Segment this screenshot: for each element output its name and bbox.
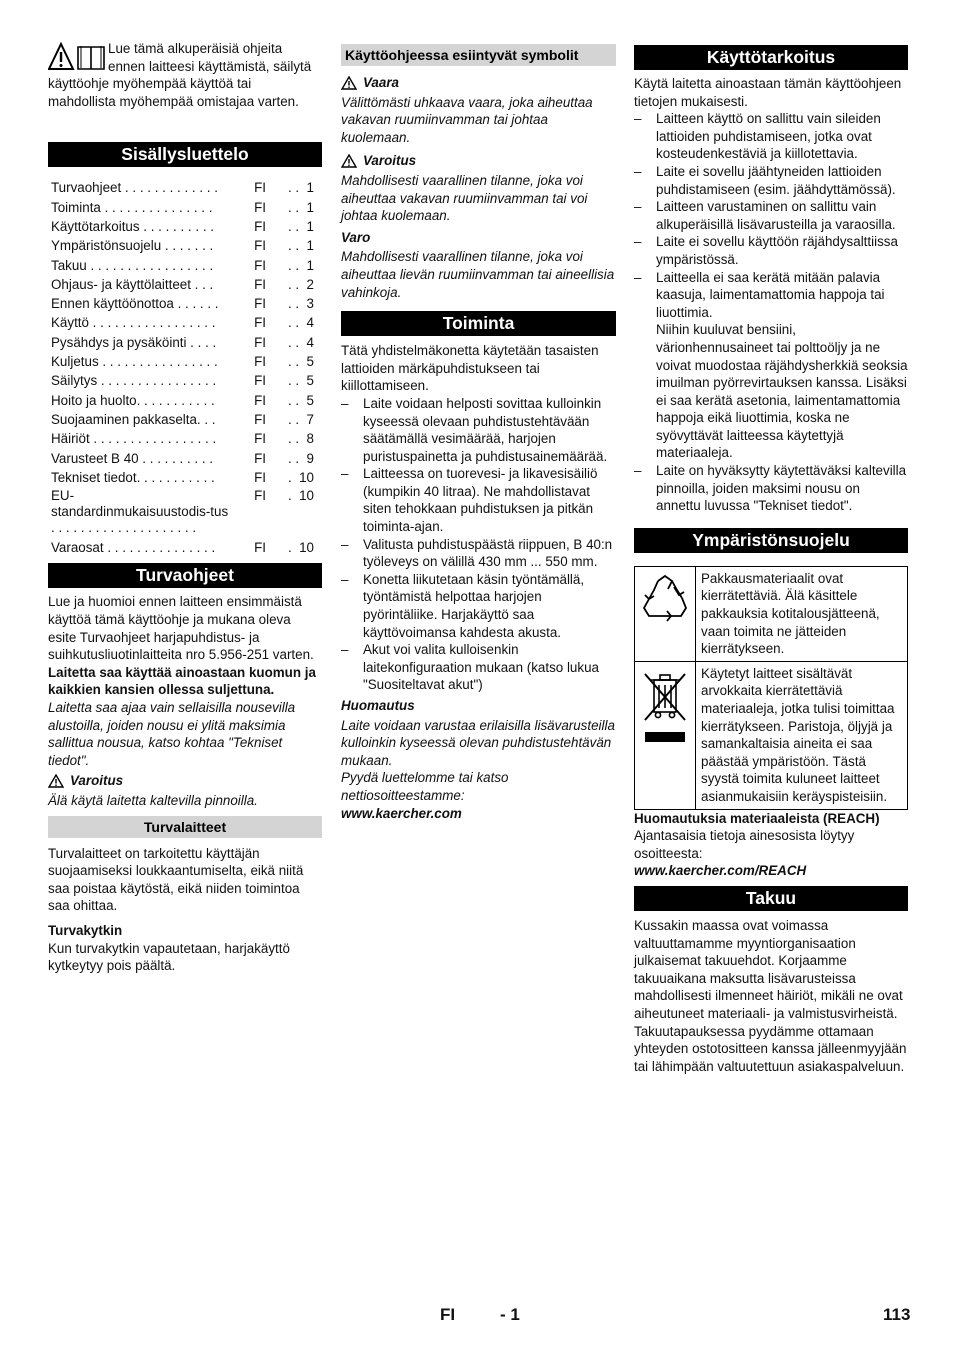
turvaohjeet-p2: Laitetta saa käyttää ainoastaan kuomun ja kaikkien kansien ollessa suljettuna. [48, 664, 316, 698]
list-item: – Laitteella ei saa kerätä mitään palavia kaasuja, laimentamattomia happoja tai liuottimia. [634, 269, 908, 322]
ymparisto-heading: Ympäristönsuojelu [634, 528, 908, 553]
toc-entry-name: Varusteet B 40 . . . . . . . . . . [51, 450, 213, 466]
footer-sub: - 1 [500, 1305, 520, 1324]
toc-entry-page: . . 1 [287, 257, 314, 273]
list-item: – Laite on hyväksytty käytettäväksi kaltevilla pinnoilla, joiden maksimi nousu on annettu luvussa "Tekniset tiedot". [634, 462, 908, 515]
toc-entry-name: Kuljetus . . . . . . . . . . . . . . . . [51, 354, 218, 370]
turvaohjeet-warning-label-row [48, 772, 322, 790]
huomautus-text: Laite voidaan varustaa erilaisilla lisävarusteilla kulloinkin kyseessä olevan puhdistustehtävän mukaan. [341, 717, 615, 768]
recycle-cell [635, 566, 696, 661]
turvakytkin-label: Turvakytkin [48, 922, 123, 938]
turvaohjeet-warning-text: Älä käytä laitetta kaltevilla pinnoilla. [48, 792, 258, 808]
toc-entry-name: Tekniset tiedot. . . . . . . . . . . [51, 469, 215, 485]
toc-entry[interactable] [48, 313, 322, 332]
toc-entry-name: Käyttö . . . . . . . . . . . . . . . . . [51, 315, 216, 331]
kayttotarkoitus-list [634, 110, 908, 321]
weee-text: Käytetyt laitteet sisältävät arvokkaita kierrätettäviä materiaaleja, jotka tulisi toimittaa kierrätykseen. Paristoja, öljyjä ja samankaltaisia aineita ei saa päästää ympäristöön. Tästä syystä toimita kuluneet laitteet asianmukaisiin keräyspisteisiin. [696, 661, 908, 809]
toc-entry-page: . . 5 [287, 373, 314, 389]
recycle-icon [639, 573, 691, 627]
huomautus-text2: Pyydä luettelomme tai katso nettiosoitteestamme: [341, 770, 509, 803]
list-item: – Laite ei sovellu käyttöön räjähdysalttiissa ympäristössä. [634, 233, 908, 268]
toc-entry-page: . 10 [287, 488, 314, 504]
toc-entry-name: EU-standardinmukaisuustodis-tus . . . . . . . . . . . . . . . . . . . . [51, 488, 229, 536]
list-item: – Laitteen käyttö on sallittu vain sileiden lattioiden puhdistamiseen, jotka ovat kosteudenkestäviä ja kiillotettavia. [634, 110, 908, 163]
toc-entry-lang: FI [254, 469, 267, 485]
toc-entry[interactable] [48, 256, 322, 275]
reach-text: Ajantasaisia tietoja ainesosista löytyy osoitteesta: [634, 828, 855, 861]
toc-entry-lang: FI [254, 218, 267, 234]
varoitus-text: Mahdollisesti vaarallinen tilanne, joka voi aiheuttaa vakavan ruumiinvamman tai voi johtaa kuolemaan. [341, 172, 588, 224]
toiminta-list [341, 395, 616, 694]
toc-entry-lang: FI [254, 354, 267, 370]
toiminta-heading: Toiminta [341, 311, 616, 336]
table-row [635, 566, 908, 661]
footer-lang: FI [440, 1305, 456, 1324]
toc-entry-page: . . 5 [287, 354, 314, 370]
list-item: – Laitteen varustaminen on sallittu vain alkuperäisillä lisävarusteilla ja varaosilla. [634, 198, 908, 233]
toc-entry-name: Häiriöt . . . . . . . . . . . . . . . . . [51, 431, 217, 447]
toc-entry-lang: FI [254, 431, 267, 447]
weee-cell [635, 661, 696, 809]
kayttotarkoitus-intro: Käytä laitetta ainoastaan tämän käyttöohjeen tietojen mukaisesti. [634, 76, 902, 109]
takuu-text: Kussakin maassa ovat voimassa valtuuttamamme myyntiorganisaation julkaisemat takuuehdot. Korjaamme takuuaikana maksutta lisävarusteissa mahdollisesti ilmenneet häiriöt, mikäli ne ovat aiheutuneet materiaali- ja valmistusvirheistä. Takuutapauksessa pyydämme ottamaan yhteyden ostotositteen kanssa jälleenmyyjään tai lähimpään valtuutettuun asiakaspalveluun. [634, 917, 907, 1074]
toc-entry-lang: FI [254, 488, 267, 504]
toc-entry-name: Käyttötarkoitus . . . . . . . . . . [51, 218, 214, 234]
toc-entry[interactable] [48, 468, 322, 487]
toc-entry-lang: FI [254, 334, 267, 350]
crossed-bin-icon [639, 668, 691, 748]
list-item: – Akut voi valita kulloisenkin laitekonfiguraation mukaan (katso lukua "Suositeltavat akut") [341, 641, 616, 694]
toiminta-intro: Tätä yhdistelmäkonetta käytetään tasaisten lattioiden märkäpuhdistukseen tai kiillottamiseen. [341, 343, 599, 394]
warning-triangle-icon [48, 774, 64, 788]
kayttotarkoitus-list-last [634, 462, 908, 515]
toc-entry-name: Ennen käyttöönottoa . . . . . . [51, 296, 219, 312]
toc-entry-name: Varaosat . . . . . . . . . . . . . . . [51, 540, 216, 556]
column-right [634, 45, 908, 1075]
symbolit-heading: Käyttöohjeessa esiintyvät symbolit [341, 44, 616, 66]
reach-url[interactable]: www.kaercher.com/REACH [634, 863, 807, 879]
turvalaitteet-heading: Turvalaitteet [48, 816, 322, 838]
toc-entry-name: Turvaohjeet . . . . . . . . . . . . . [51, 180, 218, 196]
turvaohjeet-heading: Turvaohjeet [48, 563, 322, 588]
varoitus-label: Varoitus [363, 153, 417, 169]
toc-entry[interactable] [48, 333, 322, 352]
list-item: – Valitusta puhdistuspäästä riippuen, B 40:n työleveys on välillä 430 mm ... 550 mm. [341, 536, 616, 571]
varoitus-label-row [341, 152, 616, 170]
toc-entry-lang: FI [254, 180, 267, 196]
toc-entry-lang: FI [254, 296, 267, 312]
toc-entry-page: . . 1 [287, 180, 314, 196]
table-row [635, 661, 908, 809]
toc-entry-name: Pysähdys ja pysäköinti . . . . [51, 334, 217, 350]
toc-entry[interactable] [48, 538, 322, 557]
toc-heading: Sisällysluettelo [48, 142, 322, 167]
toc-entry[interactable] [48, 449, 322, 468]
turvakytkin-text: Kun turvakytkin vapautetaan, harjakäyttö kytkeytyy pois päältä. [48, 940, 290, 974]
toc-entry-lang: FI [254, 276, 267, 292]
varo-text: Mahdollisesti vaarallinen tilanne, joka voi aiheuttaa lievän ruumiinvamman tai aineellisia vahinkoja. [341, 249, 615, 300]
column-middle [341, 44, 616, 822]
list-item: – Laite ei sovellu jäähtyneiden lattioiden puhdistamiseen (esim. jäähdyttämössä). [634, 163, 908, 198]
toc-entry-lang: FI [254, 540, 267, 556]
toc-entry-page: . 10 [287, 469, 314, 485]
toc-entry-name: Suojaaminen pakkaselta. . . [51, 411, 216, 427]
danger-triangle-icon [341, 76, 357, 90]
warning-triangle-icon [341, 154, 357, 168]
vaara-text: Välittömästi uhkaava vaara, joka aiheuttaa vakavan ruumiinvamman tai johtaa kuolemaan. [341, 94, 593, 145]
reach-label: Huomautuksia materiaaleista (REACH) [634, 810, 880, 826]
toc-entry[interactable] [48, 371, 322, 390]
toc-entry[interactable] [48, 217, 322, 236]
toc-entry[interactable] [48, 178, 322, 197]
toc-entry[interactable] [48, 391, 322, 410]
toc-entry[interactable] [48, 410, 322, 429]
toc-entry-page: . . 1 [287, 238, 314, 254]
toc-entry[interactable] [48, 487, 322, 538]
turvalaitteet-text: Turvalaitteet on tarkoitettu käyttäjän suojaamiseksi loukkaantumiselta, eikä niitä saa poistaa käytöstä, eikä niiden toimintoa saa ohittaa. [48, 845, 304, 914]
toc-entry[interactable] [48, 429, 322, 448]
toc-entry[interactable] [48, 352, 322, 371]
toc-entry[interactable] [48, 294, 322, 313]
intro-icons [48, 42, 108, 74]
varo-label: Varo [341, 229, 371, 245]
toc-entry-page: . . 3 [287, 296, 314, 312]
recycle-text: Pakkausmateriaalit ovat kierrätettäviä. Älä käsittele pakkauksia kotitalousjätteenä, vaan toimita ne jätteiden kierrätykseen. [696, 566, 908, 661]
toc-entry[interactable] [48, 236, 322, 255]
toc-entry-lang: FI [254, 315, 267, 331]
toc-entry-name: Hoito ja huolto. . . . . . . . . . . [51, 392, 215, 408]
huomautus-label: Huomautus [341, 698, 415, 713]
toc-entry-page: . . 2 [287, 276, 314, 292]
toc-entry-page: . 10 [287, 540, 314, 556]
turvaohjeet-p3: Laitetta saa ajaa vain sellaisilla nousevilla alustoilla, joiden nousu ei ylitä maksimia sallittua nousua, katso kohtaa "Tekniset tiedot". [48, 699, 296, 768]
toc-entry-page: . . 8 [287, 431, 314, 447]
toc-entry[interactable] [48, 198, 322, 217]
toc-entry-name: Ympäristönsuojelu . . . . . . . [51, 238, 214, 254]
toc-entry-page: . . 9 [287, 450, 314, 466]
toc-entry-name: Säilytys . . . . . . . . . . . . . . . . [51, 373, 217, 389]
kayttotarkoitus-extra: Niihin kuuluvat bensiini, värionhennusaineet tai polttoöljy ja ne voivat muodostaa räjähdysherkkiä seoksia imuilman pyörrevirtauksen kanssa. Lisäksi ei saa kerätä asetonia, laimentamattomia happoja eikä liuottimia, koska ne syövyttävät laitteessa käytettyjä materiaaleja. [656, 322, 908, 461]
environment-table [634, 566, 908, 810]
toc-entry[interactable] [48, 275, 322, 294]
page-number: 113 [883, 1305, 911, 1324]
toc-entry-page: . . 1 [287, 199, 314, 215]
toc-entry-page: . . 4 [287, 334, 314, 350]
vaara-label-row [341, 74, 616, 92]
toc-entry-page: . . 5 [287, 392, 314, 408]
toc-entry-lang: FI [254, 238, 267, 254]
turvaohjeet-warning-label: Varoitus [70, 773, 124, 789]
kayttotarkoitus-heading: Käyttötarkoitus [634, 45, 908, 70]
toc-entry-lang: FI [254, 392, 267, 408]
takuu-heading: Takuu [634, 886, 908, 911]
toc-entry-page: . . 1 [287, 218, 314, 234]
list-item: – Konetta liikutetaan käsin työntämällä, työntämistä helpottaa harjojen pyörintäliike. Harjakäyttö saa käyttövoimansa kahdesta akusta. [341, 571, 616, 641]
toc-entry-lang: FI [254, 257, 267, 273]
vaara-label: Vaara [363, 75, 399, 90]
turvaohjeet-p1: Lue ja huomioi ennen laitteen ensimmäistä käyttöä tämä käyttöohje ja mukana oleva esite Turvaohjeet harjapuhdistus- ja suihkutusliuotinlaitteita nro 5.956-251 varten. [48, 594, 314, 663]
toc-entry-lang: FI [254, 373, 267, 389]
list-item: – Laite voidaan helposti sovittaa kulloinkin kyseessä olevaan puhdistustehtävään säätämällä vesimäärää, harjojen puristuspainetta ja puhdistusainemäärää. [341, 395, 616, 465]
toc-entry-name: Takuu . . . . . . . . . . . . . . . . . [51, 257, 214, 273]
toc-list [48, 178, 322, 557]
intro-text: Lue tämä alkuperäisiä ohjeita ennen laitteesi käyttämistä, säilytä käyttöohje myöhempää käyttöä tai mahdollista myöhempää omistajaa varten. [48, 41, 312, 109]
toc-entry-lang: FI [254, 411, 267, 427]
column-left [48, 40, 322, 975]
intro-block [48, 40, 322, 110]
list-item: – Laitteessa on tuorevesi- ja likavesisäiliö (kumpikin 40 litraa). Ne mahdollistavat siten tehokkaan puhdistuksen ja pitkän toiminta-ajan. [341, 465, 616, 535]
toc-entry-name: Toiminta . . . . . . . . . . . . . . . [51, 199, 213, 215]
kaercher-url[interactable]: www.kaercher.com [341, 805, 462, 821]
warning-book-icon [48, 42, 108, 72]
toc-entry-page: . . 7 [287, 411, 314, 427]
toc-entry-lang: FI [254, 199, 267, 215]
toc-entry-name: Ohjaus- ja käyttölaitteet . . . [51, 276, 214, 292]
toc-entry-page: . . 4 [287, 315, 314, 331]
toc-entry-lang: FI [254, 450, 267, 466]
